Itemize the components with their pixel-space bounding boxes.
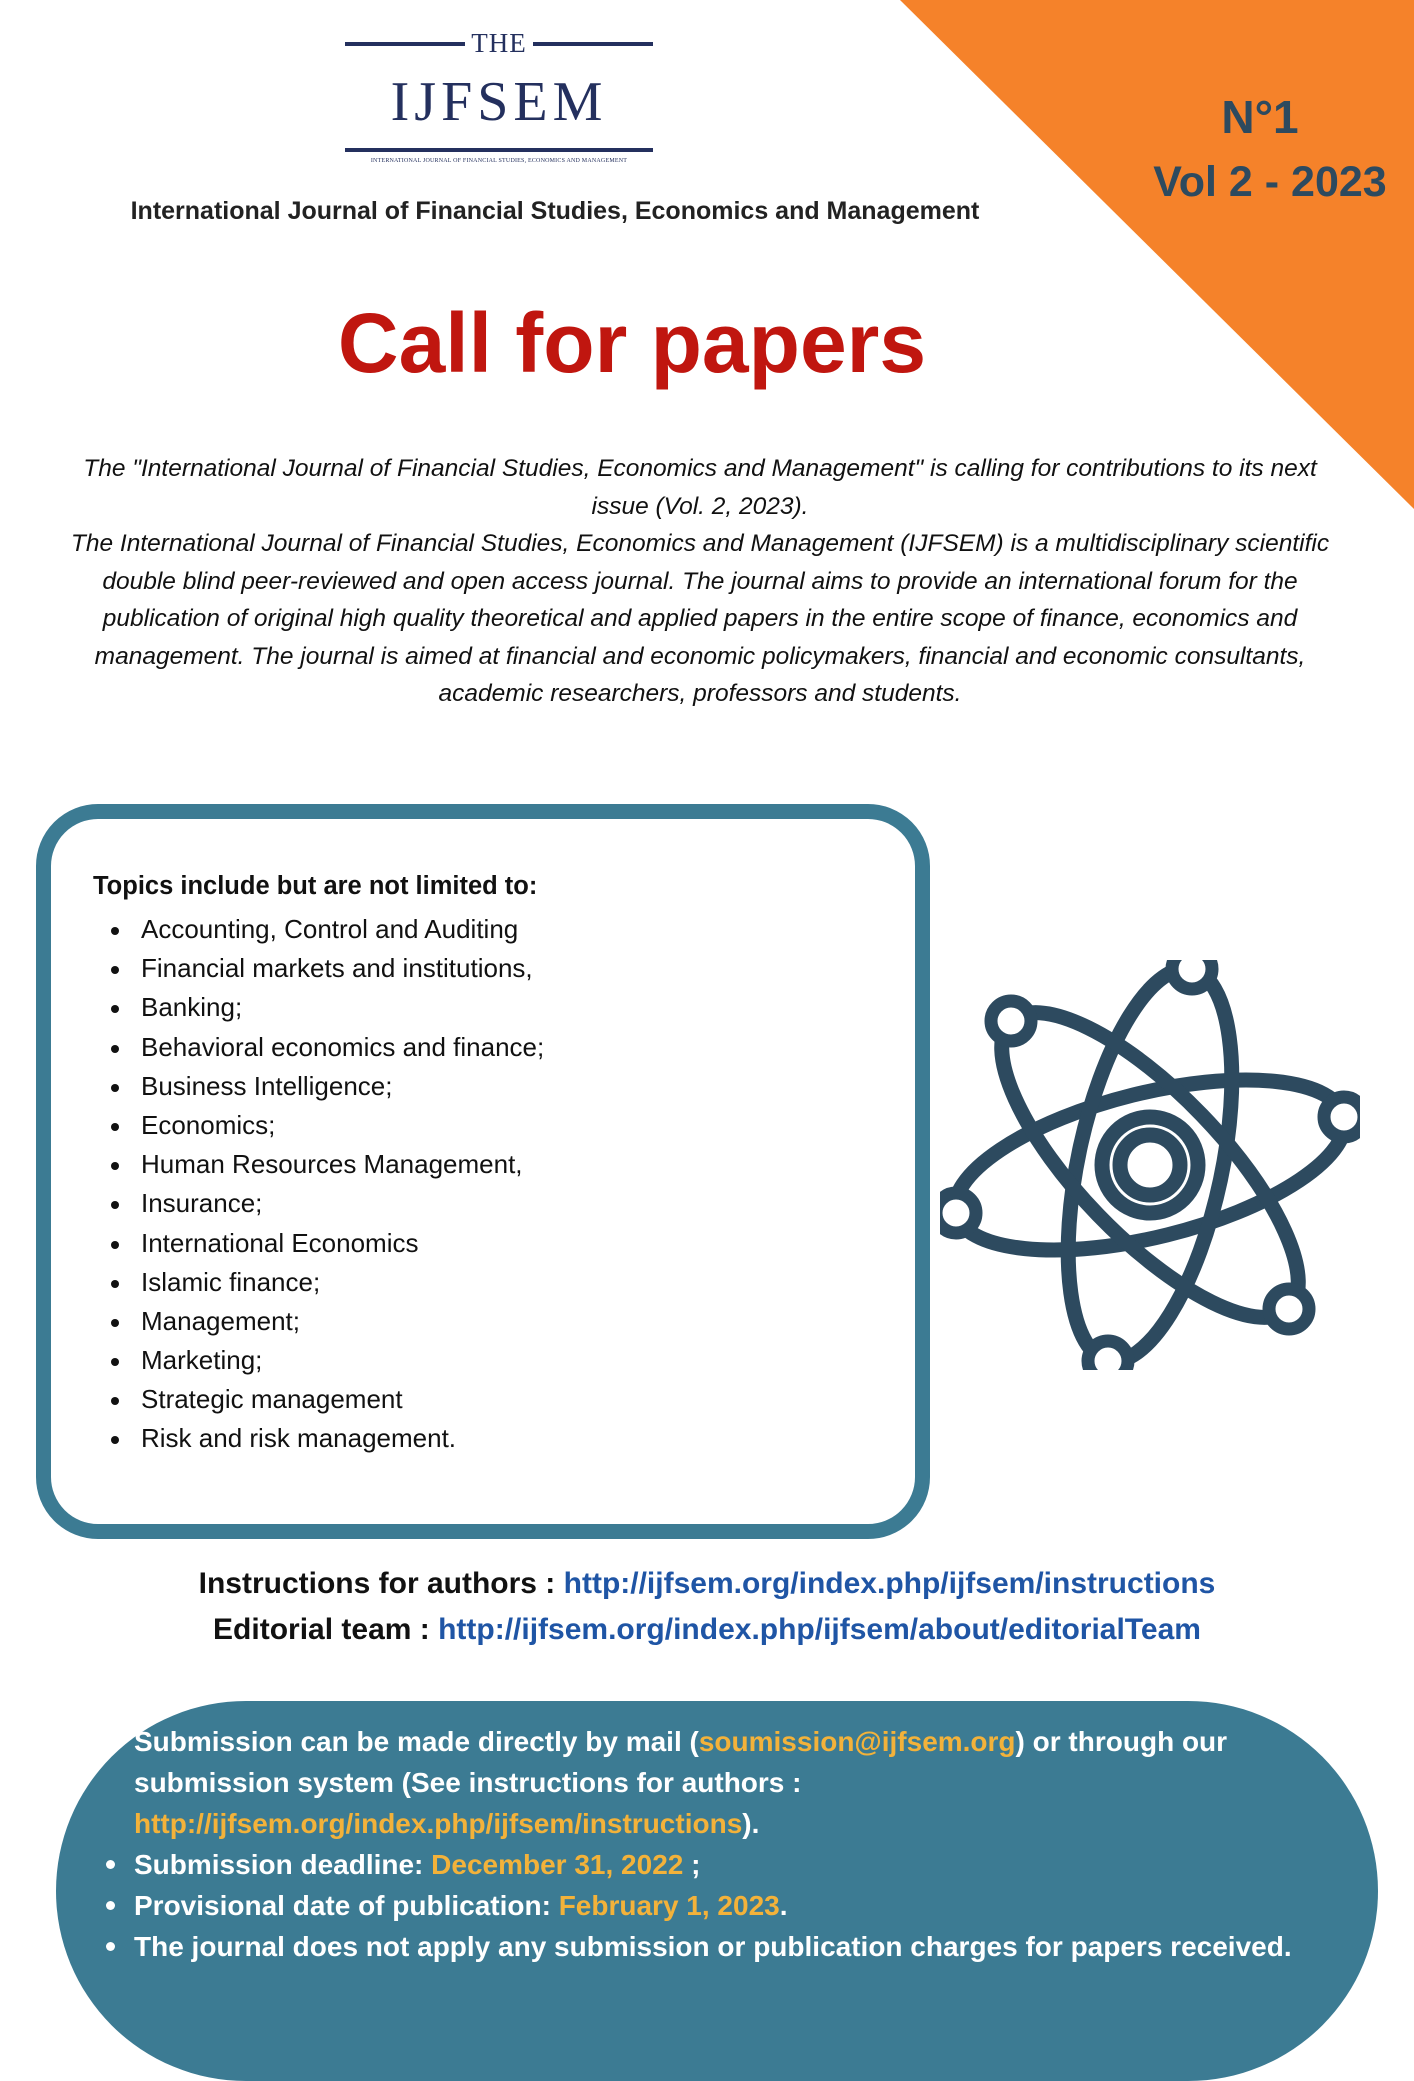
submission-text: Submission can be made directly by mail ( <box>134 1726 699 1757</box>
issue-volume: Vol 2 - 2023 <box>1153 158 1387 206</box>
submission-text: ). <box>742 1808 760 1839</box>
publication-end: . <box>779 1890 788 1921</box>
journal-name: International Journal of Financial Studies, Economics and Management <box>130 197 980 225</box>
list-item: Management; <box>93 1302 544 1341</box>
journal-logo <box>345 28 653 173</box>
list-item: Human Resources Management, <box>93 1145 544 1184</box>
intro-text <box>70 450 1330 713</box>
list-item: Financial markets and institutions, <box>93 949 544 988</box>
submission-email-link[interactable]: soumission@ijfsem.org <box>698 1726 1016 1757</box>
submission-instructions-link[interactable]: http://ijfsem.org/index.php/ijfsem/instructions <box>134 1808 743 1839</box>
logo-subtitle: INTERNATIONAL JOURNAL OF FINANCIAL STUDIES, ECONOMICS AND MANAGEMENT <box>370 158 628 164</box>
list-item: Islamic finance; <box>93 1263 544 1302</box>
logo-title: IJFSEM <box>390 71 608 133</box>
deadline-end: ; <box>683 1849 701 1880</box>
issue-number: N°1 <box>1221 91 1299 143</box>
list-item: Behavioral economics and finance; <box>93 1028 544 1067</box>
list-item: Banking; <box>93 988 544 1027</box>
atom-icon <box>940 960 1360 1370</box>
editorial-link[interactable]: http://ijfsem.org/index.php/ijfsem/about/editorialTeam <box>438 1613 1201 1646</box>
list-item: Accounting, Control and Auditing <box>93 910 544 949</box>
submission-list <box>134 1721 1304 1967</box>
instructions-link[interactable]: http://ijfsem.org/index.php/ijfsem/instructions <box>563 1567 1216 1600</box>
deadline-label: Submission deadline: <box>134 1849 432 1880</box>
list-item: Economics; <box>93 1106 544 1145</box>
list-item <box>134 1721 1304 1844</box>
deadline-date: December 31, 2022 <box>431 1849 684 1880</box>
editorial-label: Editorial team : <box>213 1613 439 1646</box>
list-item <box>134 1885 1304 1926</box>
topics-heading: Topics include but are not limited to: <box>93 872 538 900</box>
list-item: Insurance; <box>93 1184 544 1223</box>
list-item: The journal does not apply any submission or publication charges for papers received. <box>134 1926 1304 1967</box>
topics-list <box>93 910 544 1459</box>
list-item: Marketing; <box>93 1341 544 1380</box>
intro-paragraph-2: The International Journal of Financial Studies, Economics and Management (IJFSEM) is a multidisciplinary scientific double blind peer-reviewed and open access journal. The journal aims to provide an international forum for the publication of original high quality theoretical and applied papers in the entire scope of finance, economics and management. The journal is aimed at financial and economic policymakers, financial and economic consultants, academic researchers, professors and students. <box>70 530 1330 707</box>
list-item: Business Intelligence; <box>93 1067 544 1106</box>
publication-date: February 1, 2023 <box>558 1890 780 1921</box>
submission-text: ) or through our submission system (See instructions for authors : <box>134 1726 1228 1798</box>
list-item: Strategic management <box>93 1380 544 1419</box>
logo-the: THE <box>471 28 527 58</box>
page-title: Call for papers <box>337 296 927 390</box>
instructions-line <box>0 1567 1414 1601</box>
intro-paragraph-1: The "International Journal of Financial Studies, Economics and Management" is calling for contributions to its next issue (Vol. 2, 2023). <box>83 455 1317 520</box>
editorial-line <box>0 1613 1414 1647</box>
corner-decoration <box>900 0 1414 509</box>
list-item: International Economics <box>93 1224 544 1263</box>
publication-label: Provisional date of publication: <box>134 1890 559 1921</box>
list-item <box>134 1844 1304 1885</box>
instructions-label: Instructions for authors : <box>198 1567 564 1600</box>
list-item: Risk and risk management. <box>93 1419 544 1458</box>
